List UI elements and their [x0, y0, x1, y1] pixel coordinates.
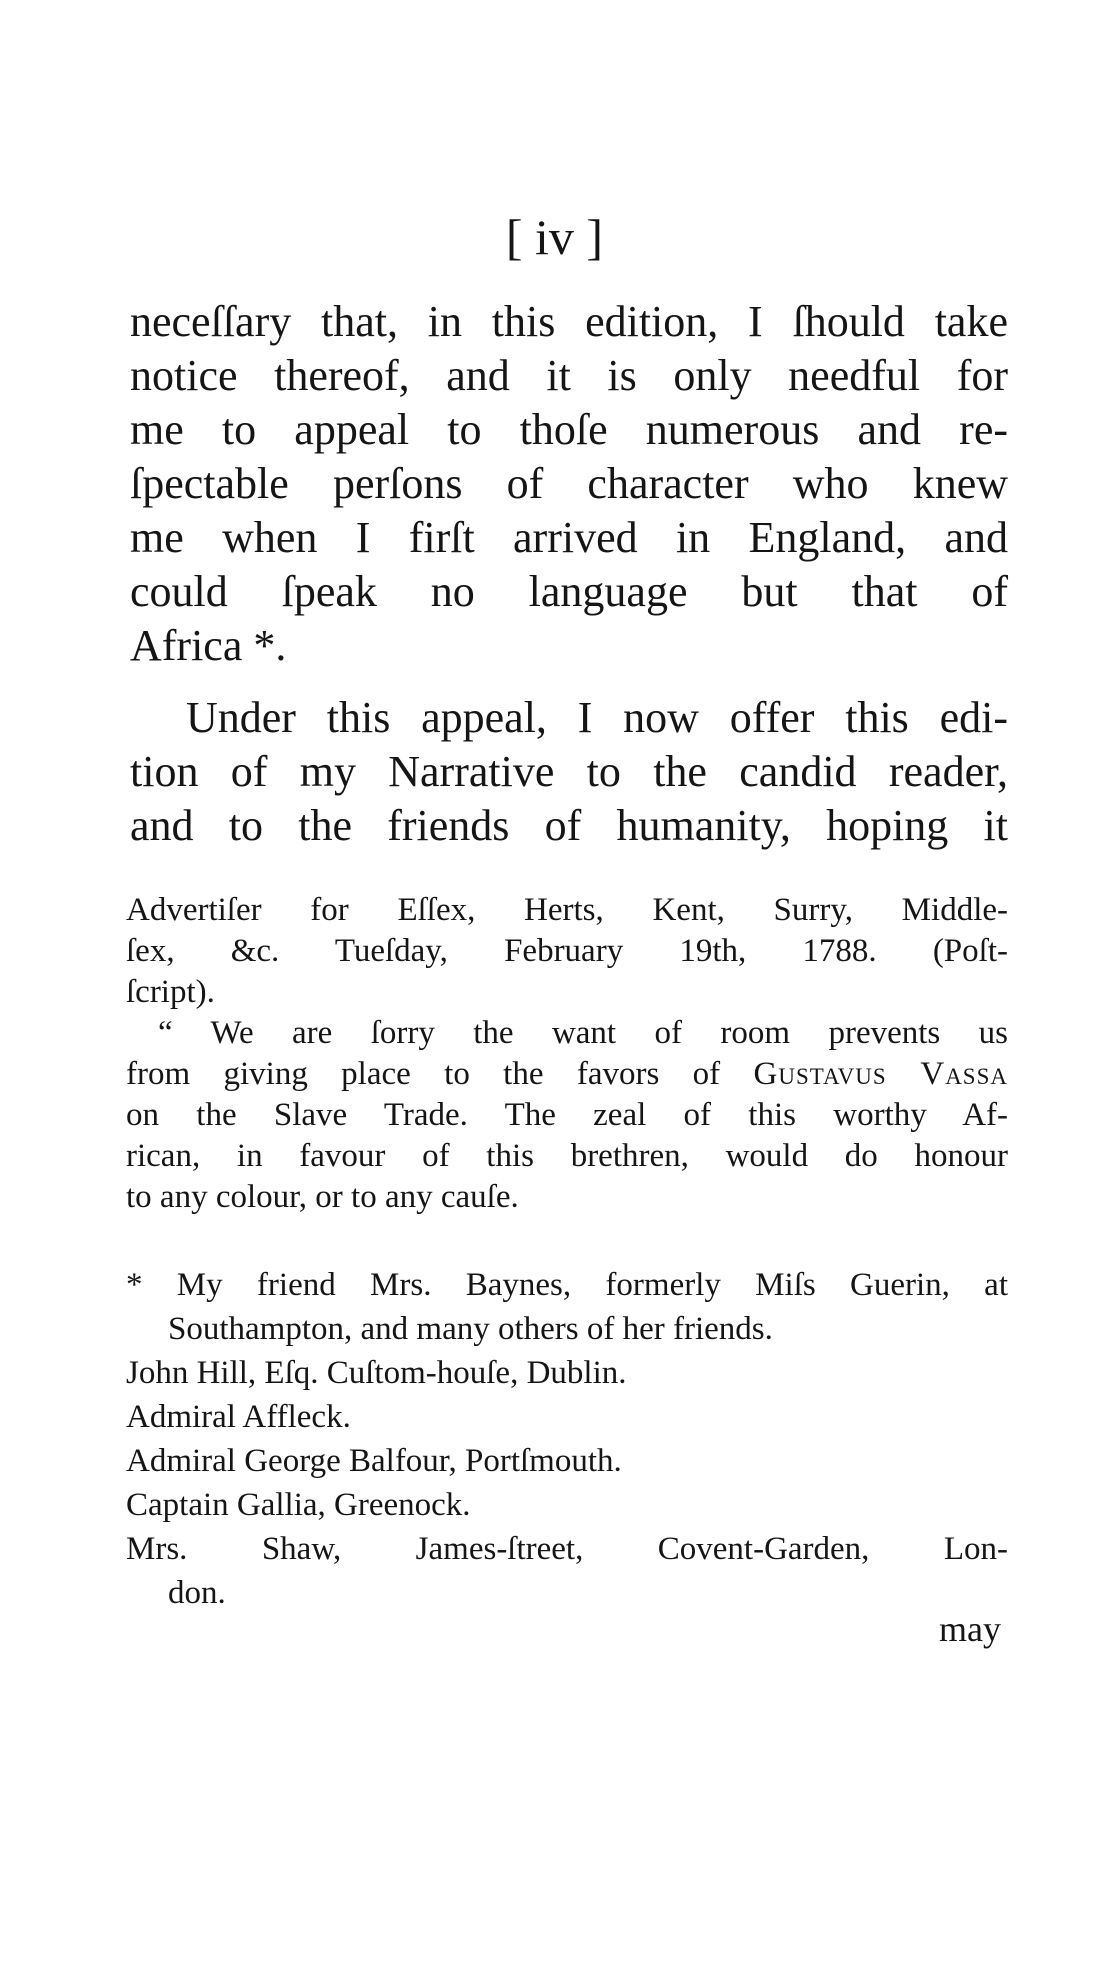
note-line: rican, in favour of this brethren, would do honour — [126, 1138, 1008, 1174]
main-text-line: neceſſary that, in this edition, I ſhould take — [130, 297, 1008, 346]
note-line: ſex, &c. Tueſday, February 19th, 1788. (Poſt- — [126, 933, 1008, 969]
note-line-text: from giving place to the favors of — [126, 1056, 721, 1092]
main-text-line: tion of my Narrative to the candid reader, — [130, 747, 1008, 796]
main-text-line: ſpectable perſons of character who knew — [130, 459, 1008, 508]
footnote-line: Southampton, and many others of her friends. — [168, 1311, 773, 1347]
main-text — [130, 295, 1008, 853]
main-text-line: me when I firſt arrived in England, and — [130, 513, 1008, 562]
footnote — [126, 1263, 1008, 1615]
note-line: to any colour, or to any cauſe. — [126, 1179, 519, 1215]
main-text-line: and to the friends of humanity, hoping it — [130, 801, 1008, 850]
footnote-line: Captain Gallia, Greenock. — [126, 1487, 471, 1523]
note-line: on the Slave Trade. The zeal of this worthy Af- — [126, 1097, 1008, 1133]
main-text-line: me to appeal to thoſe numerous and re- — [130, 405, 1008, 454]
note-line: Advertiſer for Eſſex, Herts, Kent, Surry, Middle- — [126, 892, 1008, 928]
note-line: ſcript). — [126, 974, 215, 1010]
main-text-line: Africa *. — [130, 621, 287, 670]
footnote-line: Mrs. Shaw, James-ſtreet, Covent-Garden, Lon- — [126, 1531, 1008, 1567]
footnote-line: Admiral Affleck. — [126, 1399, 351, 1435]
running-head: [ iv ] — [505, 209, 604, 265]
note-line: “ We are ſorry the want of room prevents us — [158, 1015, 1008, 1051]
main-text-line: Under this appeal, I now offer this edi- — [186, 693, 1008, 742]
author-name: Gustavus Vassa — [753, 1056, 1009, 1092]
main-text-line: could ſpeak no language but that of — [130, 567, 1008, 616]
footnote-line: * My friend Mrs. Baynes, formerly Miſs Guerin, at — [126, 1267, 1008, 1303]
footnote-line: Admiral George Balfour, Portſmouth. — [126, 1443, 622, 1479]
footnote-line: John Hill, Eſq. Cuſtom-houſe, Dublin. — [126, 1355, 627, 1391]
note-line — [126, 1054, 1008, 1095]
footnote-line: don. — [168, 1575, 226, 1611]
newspaper-note — [126, 890, 1008, 1218]
main-text-line: notice thereof, and it is only needful for — [130, 351, 1008, 400]
catchword: may — [939, 1609, 1001, 1649]
